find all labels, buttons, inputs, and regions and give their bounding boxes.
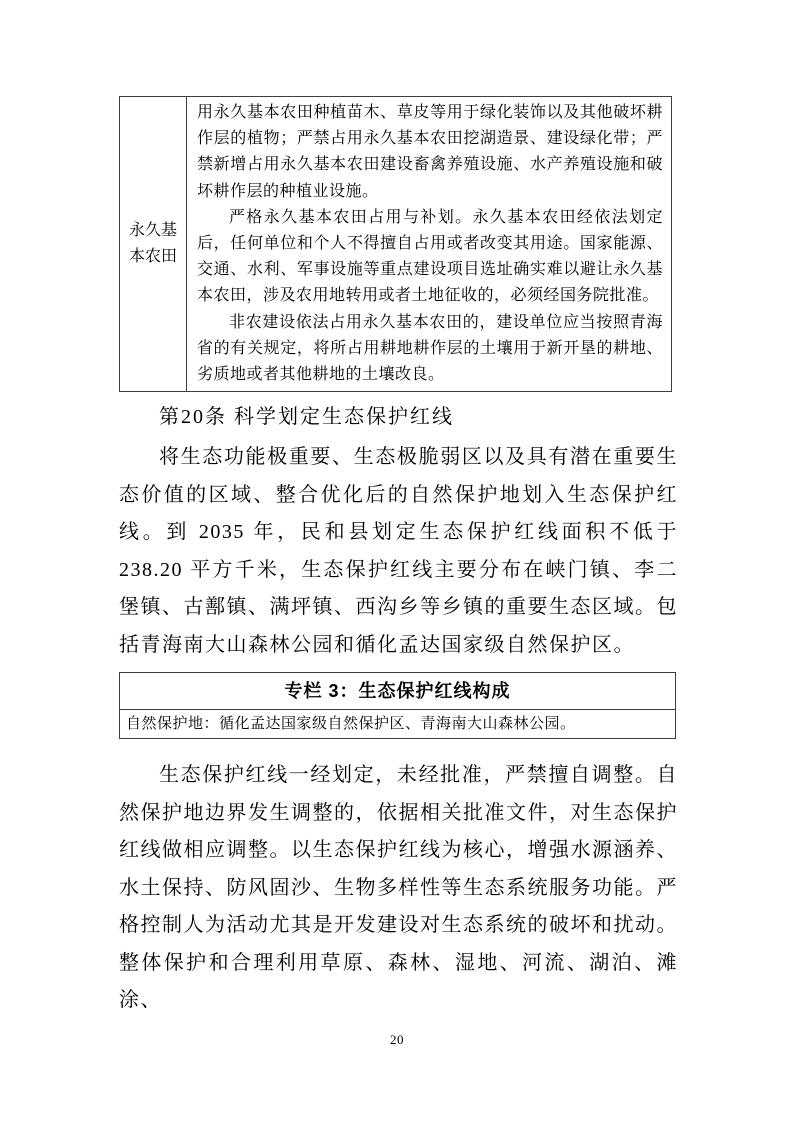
feature-box-content: 自然保护地：循化孟达国家级自然保护区、青海南大山森林公园。 — [126, 716, 576, 732]
body-paragraph-1: 将生态功能极重要、生态极脆弱区以及具有潜在重要生态价值的区域、整合优化后的自然保护地划入生态保护红线。到 2035 年，民和县划定生态保护红线面积不低于 238.20 平方千米，生态保护红线主要分布在峡门镇、李二堡镇、古鄯镇、满坪镇、西沟乡等乡镇的重要生态区域。包括青海南大山森林公园和循化孟达国家级自然保护区。 — [119, 446, 678, 656]
table-body-cell — [187, 97, 672, 392]
feature-box — [119, 672, 676, 739]
table-paragraph: 用永久基本农田种植苗木、草皮等用于绿化装饰以及其他破坏耕作层的植物；严禁占用永久基本农田挖湖造景、建设绿化带；严禁新增占用永久基本农田建设畜禽养殖设施、水产养殖设施和破坏耕作层的种植业设施。 — [197, 104, 663, 200]
body-paragraph-2: 生态保护红线一经划定，未经批准，严禁擅自调整。自然保护地边界发生调整的，依据相关批准文件，对生态保护红线做相应调整。以生态保护红线为核心，增强水源涵养、水土保持、防风固沙、生物多样性等生态系统服务功能。严格控制人为活动尤其是开发建设对生态系统的破坏和扰动。整体保护和合理利用草原、森林、湿地、河流、湖泊、滩涂、 — [119, 764, 678, 1011]
farmland-table — [119, 96, 672, 392]
feature-box-title: 专栏 3：生态保护红线构成 — [120, 673, 675, 710]
page-number: 20 — [390, 1032, 404, 1047]
table-paragraph: 非农建设依法占用永久基本农田的，建设单位应当按照青海省的有关规定，将所占用耕地耕作层的土壤用于新开垦的耕地、劣质地或者其他耕地的土壤改良。 — [197, 313, 663, 384]
table-row-label: 永久基本农田 — [120, 97, 187, 392]
article-heading: 第20条 科学划定生态保护红线 — [159, 406, 454, 428]
table-paragraph: 严格永久基本农田占用与补划。永久基本农田经依法划定后，任何单位和个人不得擅自占用或者改变其用途。国家能源、交通、水利、军事设施等重点建设项目选址确实难以避让永久基本农田，涉及农用地转用或者土地征收的，必须经国务院批准。 — [197, 208, 663, 305]
table-row — [120, 97, 672, 392]
